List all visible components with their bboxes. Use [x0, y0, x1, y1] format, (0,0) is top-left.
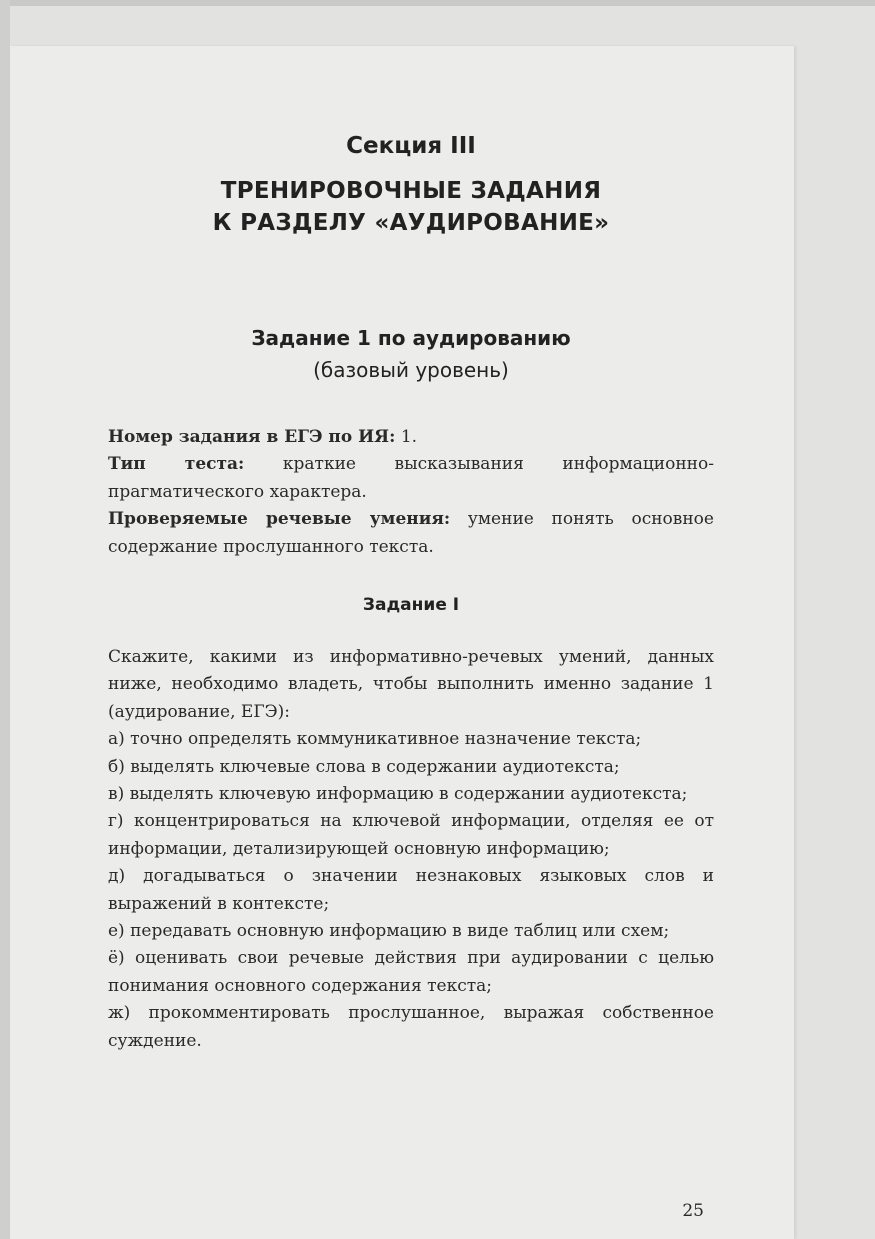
- exercise-body: [108, 644, 714, 1055]
- scan-edge-left: [0, 0, 10, 1239]
- meta-number-label: Номер задания в ЕГЭ по ИЯ:: [108, 427, 396, 447]
- scan-edge-top: [0, 0, 875, 6]
- meta-skills: [108, 506, 714, 561]
- list-item: д) догадываться о значении незнаковых языковых слов и выражений в контексте;: [108, 866, 714, 914]
- page-number: 25: [682, 1201, 704, 1221]
- list-item: а) точно определять коммуникативное назначение текста;: [108, 729, 642, 750]
- list-item: б) выделять ключевые слова в содержании аудиотекста;: [108, 756, 620, 777]
- chapter-title: [108, 175, 714, 239]
- list-item: в) выделять ключевую информацию в содержании аудиотекста;: [108, 784, 688, 805]
- section-heading: Секция III: [346, 133, 476, 159]
- meta-skills-value: умение понять основное содержание прослушанного текста.: [108, 509, 714, 557]
- exercise-intro: Скажите, какими из информативно-речевых умений, данных ниже, необходимо владеть, чтобы выполнить именно задание 1 (аудирование, ЕГЭ):: [108, 647, 714, 722]
- meta-type-value: краткие высказывания информационно-прагматического характера.: [108, 454, 714, 502]
- chapter-title-line-1: ТРЕНИРОВОЧНЫЕ ЗАДАНИЯ: [220, 178, 602, 204]
- meta-type-label: Тип теста:: [108, 454, 245, 475]
- chapter-title-line-2: К РАЗДЕЛУ «АУДИРОВАНИЕ»: [212, 210, 610, 236]
- exercise-heading: Задание I: [362, 595, 460, 615]
- meta-skills-label: Проверяемые речевые умения:: [108, 509, 451, 530]
- list-item: ж) прокомментировать прослушанное, выражая собственное суждение.: [108, 1003, 714, 1051]
- meta-type: [108, 451, 714, 506]
- list-item: ё) оценивать свои речевые действия при аудировании с целью понимания основного содержания текста;: [108, 948, 714, 996]
- list-item: е) передавать основную информацию в виде таблиц или схем;: [108, 921, 670, 942]
- task-heading: Задание 1 по аудированию: [251, 326, 571, 350]
- task-meta: [108, 424, 714, 561]
- task-level: (базовый уровень): [313, 358, 509, 382]
- meta-number-value: 1.: [395, 427, 418, 447]
- list-item: г) концентрироваться на ключевой информации, отделяя ее от информации, детализирующей основную информацию;: [108, 811, 714, 859]
- book-page: [10, 46, 794, 1239]
- meta-number: [108, 424, 714, 451]
